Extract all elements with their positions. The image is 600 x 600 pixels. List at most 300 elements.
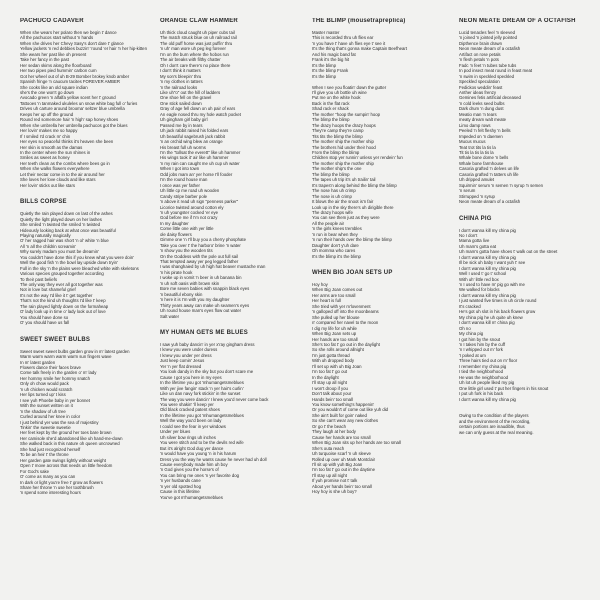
lyric-line: Whale bone dome 'n bells [459, 155, 509, 161]
lyric-line: The mother ship's the one [312, 166, 362, 172]
lyric-line: Yer 'n yer flat dressed [160, 363, 202, 369]
lyric-line: Tattooes 'n tanmaked ukuleles un snow white bag full o' furies [20, 100, 138, 106]
lyric-line: 'n my clothes in tatters [160, 79, 203, 85]
lyrics-column-3 [312, 18, 450, 495]
lyric-line: Mucus mucus [459, 139, 486, 145]
lyric-line: I don't wanna kill m' china pig [459, 320, 515, 326]
lyric-line: She had just recognized herself [20, 446, 81, 452]
lyric-line: Come talk freely in the garden o' m' lady [20, 370, 97, 376]
lyric-line: But it's alright God dug yer dance [160, 445, 224, 451]
lyric-line: Curled around her knee in color [20, 414, 81, 420]
lyric-line: Thirty years away can make uh seamen's eyes [160, 302, 250, 308]
lyric-line: Ill be sick uh baby I want yuh t' see [459, 260, 526, 266]
lyric-line: It's cracked [459, 303, 481, 309]
lyric-line: Look up in the sky there's uh dirigible there [312, 204, 394, 210]
lyric-line: n' compared her navel to the moon [312, 320, 379, 326]
lyric-line: One shoe fell on the gravel [160, 95, 212, 101]
lyric-line: 'n I used to have m' pig go with me [459, 282, 525, 288]
lyric-line: Why surely madam you must be dreamin' [20, 249, 99, 255]
lyric-line: O' you should have us fall [20, 320, 70, 326]
lyric-line: About yer hands bein' too small [312, 483, 372, 489]
lyric-line: You can bring me ones 'n yer favorite dog [160, 472, 240, 478]
lyric-line: Just keep comin' Jesus [160, 358, 205, 364]
lyric-line: Her skin is smooth as the damas [20, 144, 83, 150]
lyric-line: Odd jobs mam an' yer horse I'll fooder [160, 171, 233, 177]
lyric-line: Three hairs tied out on m' floor [459, 358, 518, 364]
lyric-line: Uh silver bow rings uh inches [160, 434, 216, 440]
lyric-line: 'I poked at um [459, 352, 486, 358]
lyric-line: Her camisole she'd abandoned like uh hand-me-down [20, 435, 123, 441]
lyric-line: Uh gingham girl baby girl [160, 117, 208, 123]
lyric-line: It's the blimp it's the blimp [312, 253, 361, 259]
lyric-line: To be an heir t' the throne [20, 452, 69, 458]
lyric-line: Various species grouped together according [20, 271, 104, 277]
lyric-line: My china pig [459, 331, 484, 337]
lyric-line: I'll set up with uh Big Joan [312, 363, 362, 369]
lyric-line: I'm too fat t' go out in the daytime [312, 467, 376, 473]
lyric-line: The nose is uh crimp [312, 193, 352, 199]
lyric-line: For God's sake [20, 468, 49, 474]
footnote-line: Owing to the condition of the players [459, 413, 529, 418]
lyric-line: Uh lot uh people liked my pig [459, 380, 515, 386]
lyric-line: 'n here it is I'm with you my daughter [160, 297, 230, 303]
section-gap [459, 205, 597, 216]
lyric-line: With yer jive fangin' stack 'n yer hair's curlin' [160, 385, 244, 391]
lyric-line: I saw yuh baby dancin' in yer x'ray gingham dress [160, 342, 255, 348]
lyric-line: Old black cracked patent shoes [160, 407, 220, 413]
lyric-line: 'n joined 'n jointed jelly pointed [459, 35, 518, 41]
lyric-line: Her heart is full [312, 298, 341, 304]
lyric-line: Her two pipes pied hummin' carbon cum [20, 68, 97, 74]
lyric-line: The mother "hoop the sumpin' hoop [312, 111, 381, 117]
lyric-line: Tit tis la tis la tis la [459, 149, 494, 155]
lyric-line: It blows the air the snoot is'n fair [312, 199, 374, 205]
lyric-line: It's the thing that's gonna make Captain Beefheart [312, 46, 408, 52]
lyric-line: We walked for blocks [459, 287, 500, 293]
lyric-line: Hands bein' too small [312, 396, 353, 402]
footnote-line: and the environment of the recording, [459, 418, 531, 424]
lyric-line: No I don't [459, 232, 478, 238]
lyric-line: It's not the way I'd like it t' get together [20, 292, 93, 298]
song-title: THE BLIMP (mousetrapreplica) [312, 18, 406, 24]
lyric-line: 'n flesh petals 'n pots [459, 57, 499, 63]
lyric-line: 'n spend some interesting hours [20, 490, 81, 496]
lyric-line: Hoy hoy [312, 282, 328, 288]
lyric-line: In dark or light you're free t' grow as flowers [20, 479, 103, 485]
lyric-line: I just behind yer was the sea of majestiny [20, 419, 99, 425]
lyric-line: I could see the fear in yer windows [160, 423, 226, 429]
lyric-line: The mother ship the mother ship [312, 160, 374, 166]
lyric-line: She cooks like an old square indian [20, 84, 88, 90]
lyric-line: In m' latest garden [20, 359, 56, 365]
lyric-line: I was shanghaied by uh high hat beaver mustache man [160, 264, 266, 270]
lyric-line: I'll give you uh bottle uh wine [312, 89, 367, 95]
song-title: CHINA PIG [459, 215, 492, 222]
lyric-line: Dipthence brain drawn [459, 40, 502, 46]
lyric-line: In the lifetime you got 'mhumangetsmeblues [160, 412, 244, 418]
lyric-line: The rain played lightly down on the formaheap [20, 303, 109, 309]
section-gap [459, 402, 597, 413]
lyric-line: She wears her past like oh present [20, 51, 87, 57]
lyric-line: 'n my rain can caught me uh cup uh water [160, 160, 240, 166]
lyric-line: she's the one won't go down [20, 89, 74, 95]
song-section [20, 199, 158, 326]
lyric-line: Dark drum 'n dung dust [459, 106, 504, 112]
lyric-line: The air breaks with filthy chatter [160, 57, 221, 63]
lyric-line: God before me if I'm not crazy [160, 215, 218, 221]
lyric-line: I remember my china pig [459, 363, 507, 369]
lyric-line: 'n run in bear when they [312, 231, 358, 237]
lyric-line: Well the good fish 'n the bowl lay upside down tryin' [20, 260, 118, 266]
lyric-line: Oh I don't care there's no place there [160, 62, 231, 68]
section-gap [20, 326, 158, 337]
song-section [20, 18, 158, 188]
lyric-line: Only oh chow would pack [20, 381, 69, 387]
lyric-line: Whale bone farmhouse [459, 160, 504, 166]
lyric-line: Uh turquoise scarf 'n uh sleeve [312, 451, 371, 457]
lyric-line: O' lady look up in time o' lady look out of love [20, 309, 106, 315]
lyric-line: Gimme one 'n I'll buy you a cherry phosphate [160, 237, 246, 243]
lyric-line: Her garden gate swings lightly without weight [20, 457, 106, 463]
lyric-line: 'n yer husbands cane [160, 478, 201, 484]
lyric-line: I knew you under yer dress [160, 352, 212, 358]
lyric-line: They're camp they're camp [312, 128, 364, 134]
lyric-line: The drazy hoops wife [312, 209, 353, 215]
song-title: WHEN BIG JOAN SETS UP [312, 270, 393, 277]
lyric-line: Hoy hoy is she uh boy? [312, 489, 357, 495]
lyric-line: Shad rack er shack [312, 106, 349, 112]
lyric-line: You've got m'humangetsmeblues [160, 494, 223, 500]
lyric-line: I won't droop if you [312, 385, 348, 391]
lyric-line: Uh dripped amulet [459, 177, 495, 183]
lyric-line: Uh beautiful sagebrush jack rabbit [160, 133, 225, 139]
lyric-line: Oh no [459, 325, 471, 331]
lyric-line: It's the blimp [312, 73, 336, 79]
lyric-line: You couldn't have done this if you knew what you were doin' [20, 254, 134, 260]
lyric-line: 'n the railroad looks [160, 84, 198, 90]
lyric-line: Children stop yer runnin' unless yer rendein' fun [312, 155, 403, 161]
lyric-line: One stick sailed down [160, 100, 202, 106]
lyric-line: Her hands are too small [312, 336, 358, 342]
lyric-line: Her arms are too small [312, 292, 356, 298]
lyric-line: 'n cold leeks seed bulbs [459, 100, 505, 106]
lyric-line: The way you were dancin' I knew you'd never come back [160, 396, 269, 402]
lyric-line: Her sedan skims along the floorboard [20, 62, 92, 68]
lyric-line: Cause I got you here in my eyes [160, 374, 222, 380]
lyric-line: Take her fancy in the past [20, 57, 69, 63]
lyric-line: My china pig he uh quite uh knew [459, 314, 523, 320]
lyric-line: 'n his pirate hook [160, 269, 193, 275]
lyric-line: 'n you have t' have uh flies eye t' see it [312, 40, 386, 46]
song-title: BILLS CORPSE [20, 199, 67, 206]
lyric-line: The old puff horse was just puffin' thru [160, 40, 233, 46]
lyric-line: All the people air [312, 220, 345, 226]
lyric-line: The match struck blue on uh railroad rail [160, 35, 237, 41]
lyric-line: With the sunset written on it [20, 403, 73, 409]
lyric-line: Uh jack rabbit raised his folded ears [160, 128, 229, 134]
lyric-line: Fadc 'n feet 'n tubes tube tubs [459, 62, 517, 68]
lyric-line: Spanish fringe 'n caucum tacites FOREVER AMBER [20, 79, 120, 85]
lyric-line: 'n uh soft oasis with brown skin [160, 280, 220, 286]
lyric-line: Quietly the light played down on her lashes [20, 216, 102, 222]
lyric-line: Share her throne 'n use her toothbrush [20, 484, 94, 490]
lyric-line: All the pachucos start without 'n hands [20, 35, 94, 41]
lyric-line: meaty dream walt meate [459, 117, 507, 123]
lyric-line: From the blimp the blimp [312, 149, 360, 155]
section-gap [20, 188, 158, 199]
lyric-line: Dress you the way he wants cause he never had uh doll [160, 456, 267, 462]
lyric-line: Uh mam's gotta eat [459, 243, 497, 249]
lyric-line: Frank it's the big hit [312, 57, 350, 63]
lyric-line: Lucid tenacles feel 'n sleeved [459, 30, 516, 35]
footnote [459, 413, 597, 435]
lyric-line: The mother ship the mother ship [312, 139, 374, 145]
lyric-line: Don't talk about your [312, 391, 352, 397]
lyrics-column-1 [20, 18, 158, 496]
lyric-line: She walked back in this nature oh queen uncrowned [20, 441, 120, 447]
lyric-line: In the lifetime you got 'mhumangetsmeblues [160, 380, 244, 386]
lyric-line: Playing naturally magically [20, 232, 71, 238]
lyric-line: When I got into town [160, 166, 200, 172]
lyric-line: When she umbrella her umbrella pachucos got the blues [20, 122, 128, 128]
lyric-line: Her lovin' makes me so happy [20, 128, 78, 134]
lyric-line: Uh round house man's eyes flow out water [160, 308, 242, 314]
lyric-line: I'll sit up with yuh Big Joan [312, 461, 363, 467]
lyric-line: Got her wheel out of uh B-29 Bomber brokey knob amber [20, 73, 130, 79]
lyric-line: Casoria grafted 'n delves un life [459, 166, 520, 172]
lyric-line: Uh thick cloud caught uh piper cubs tail [160, 30, 235, 35]
lyric-line: Cause in this lifetime [160, 489, 200, 495]
song-section [160, 18, 298, 319]
lyric-line: Gray of age fell down on uh pair of ears [160, 106, 236, 112]
lyric-line: 'n galloped off into the moonbeams [312, 309, 379, 315]
lyric-line: 'n would have you young 'n in his harum [160, 451, 237, 457]
lyric-line: Keeps her up off the ground [20, 111, 74, 117]
lyric-line: In the daylight [312, 374, 339, 380]
lyric-line: ole daisy flowers [160, 231, 192, 237]
lyric-line: 'n run their hands over the blimp the blimp [312, 237, 392, 243]
lyric-line: Squirmin' serum 'n semen 'n syrup 'n semen [459, 182, 544, 188]
lyric-line: I got him by the snout [459, 336, 501, 342]
lyric-line: He was the neighborhood [459, 374, 508, 380]
lyric-line: If I smiled I'd crack m' chin [20, 133, 71, 139]
song-title: MY HUMAN GETS ME BLUES [160, 330, 248, 337]
lyric-line: 'n serum [459, 188, 476, 194]
lyric-line: Open t' move across that needs un little freedom [20, 463, 113, 469]
lyric-line: Casoria grafted 'n tatters uh life [459, 171, 519, 177]
lyric-line: The only way they ever all got together was [20, 282, 103, 288]
lyric-line: 'n uh chicken would scratch [20, 386, 73, 392]
lyric-line: Oh momma who cares [312, 248, 356, 254]
lyric-line: Quietly the rain played down on last of the ashes [20, 211, 113, 217]
lyric-line: Like un dan navy fork stickin' in the sunset [160, 391, 241, 397]
section-gap [312, 259, 450, 270]
lyric-line: They laugh at her body [312, 429, 356, 435]
lyric-line: O' her ragged hair was short 'n ol' white 'n blue [20, 238, 109, 244]
song-title: NEON MEATE DREAM OF A OCTAFISH [459, 18, 576, 24]
lyric-line: Bore me seven babies with snappin black eyes [160, 286, 250, 292]
lyric-line: Neon meate dream of a octafish [459, 46, 521, 52]
lyric-line: O' come as many as you can [20, 474, 76, 480]
lyric-line: Cause everybody made him uh boy [160, 461, 228, 467]
lyric-line: She's outa reach [312, 445, 345, 451]
lyric-line: You look dandy in the sky but you don't scare me [160, 369, 254, 375]
lyric-line: The drazy hoops the drazy hoops [312, 122, 376, 128]
lyric-line: She pulled up her blouse [312, 314, 360, 320]
lyric-line: Not in love but shameful grief [20, 287, 76, 293]
lyric-line: The blimp the blimp [312, 117, 350, 123]
lyric-line: I'm just gotta thread [312, 352, 350, 358]
lyric-line: Cause her hands are too small [312, 434, 371, 440]
lyric-line: Anther ideas frenzy [459, 89, 497, 95]
lyric-line: In pod insect meat round in feast meat [459, 68, 533, 74]
lyric-line: I'll stay up all night [312, 472, 347, 478]
lyric-line: I don't wanna kill my china pig [459, 254, 516, 260]
lyric-line: Fedickos weddin' feast [459, 84, 503, 90]
lyric-line: When she drives her Chevy Sasy's don't dare t' glance [20, 40, 124, 46]
lyric-line: I'm the "tollsat the everett" like uh hammer [160, 149, 241, 155]
lyric-line: So she can't wear any new clothes [312, 418, 379, 424]
lyric-line: That's not the kind uh thoughts I'd like t' keep [20, 298, 106, 304]
lyric-line: Take you over t' the harboro' brine 'n water [160, 242, 241, 248]
lyric-line: Warm warm warm warm warm sun fingers wave [20, 354, 112, 360]
lyric-line: I tied the neighborhood [459, 369, 503, 375]
lyric-line: Round red somemore hair 'n high' sap honey shoes [20, 117, 119, 123]
lyric-line: Daughter don't y'uh dare [312, 242, 359, 248]
lyric-line: Artifact on rose petals [459, 51, 501, 57]
lyric-line: 'n show you the wooden tits [160, 248, 213, 254]
lyric-line: When she walks flowers everywhere [20, 166, 90, 172]
lyric-line: I'll stay up all night [312, 380, 347, 386]
lyric-line: Neon meate dream of a octafish [459, 199, 521, 205]
lyric-line: She loves her love clouds and like stars [20, 177, 96, 183]
lyric-line: Smiles as sweet as honey [20, 155, 70, 161]
lyric-line: His breast full uh worms [160, 144, 206, 150]
lyric-line: 'n I takes him by the cuff [459, 342, 506, 348]
lyric-line: Her lovin' sticks out like stars [20, 182, 76, 188]
lyric-line: My son's bleepin' thru [160, 73, 202, 79]
lyrics-column-2 [160, 18, 298, 500]
lyric-line: Her eyes so peaceful thinks it's heaven she been [20, 139, 114, 145]
lyric-line: I don't wanna kill my china pig [459, 292, 516, 298]
lyric-line: The tapes uh trip it's uh trailin' tail [312, 177, 376, 183]
lyric-line: I just wanted five times in uh circle round [459, 298, 537, 304]
lyric-line: When she wears her polaro then we begin t' dance [20, 30, 117, 35]
lyric-line: She ain't built for goin' naked [312, 412, 367, 418]
lyric-line: The brothers hid under their hood [312, 144, 376, 150]
lyric-line: 'n the girls knees trembles [312, 226, 362, 232]
lyric-line: That tempted away yer peg legged father [160, 259, 239, 265]
lyric-line: You should have done so [20, 314, 69, 320]
lyric-line: Uh little cp me road uh wooden [160, 188, 220, 194]
footnote-line: certain portions are inaudible, thus [459, 424, 525, 430]
lyric-line: In my daughter [160, 220, 189, 226]
song-title: PACHUCO CADAVER [20, 18, 84, 24]
lyric-line: I put uh fork in his back [459, 391, 504, 397]
lyric-line: Flowers dance their faces brave [20, 365, 81, 371]
lyric-line: Rolled up over uh Mark Montclair [312, 456, 376, 462]
lyric-line: 'n God gives you the horse's of [160, 467, 219, 473]
lyric-line: One little girl used t' put her fingers in his snout [459, 385, 549, 391]
lyric-line: She tried with yer m'lovenment [312, 303, 371, 309]
lyric-line: I dig my life for uh while [312, 325, 357, 331]
lyric-line: Meatio man 'n tears [459, 111, 497, 117]
lyric-line: 'n an orchid wing blew an orange [160, 139, 223, 145]
lyric-line: And his magic band fat [312, 51, 356, 57]
lyric-line: I don't wanna kill my china pig [459, 227, 516, 233]
lyric-line: I'm the round house man [160, 177, 208, 183]
lyric-line: Peeled 'n felt fleshy 'n bells [459, 128, 511, 134]
lyric-line: Drives uh carture around brooma' seltzer blue umbrella [20, 106, 125, 112]
lyric-line: 'n uh youngster cocked 'er eye [160, 209, 219, 215]
lyric-line: Her hommy smile her hommy snatch [20, 375, 90, 381]
lyric-line: Let their nectar come in to the air around her [20, 171, 105, 177]
lyric-line: You know something's happenin' [312, 402, 375, 407]
lyric-line: On the Goddess with the pole out full sail [160, 253, 239, 259]
song-section [20, 337, 158, 496]
lyric-line: Mama gotta live [459, 238, 490, 244]
song-title: ORANGE CLAW HAMMER [160, 18, 238, 24]
lyric-line: Or you wouldn't of come out like yuh did [312, 407, 389, 413]
lyric-line: Full in the sky 'n the plains were bleached white with skeletons [20, 265, 139, 271]
lyric-line: I'm too fat t' go out [312, 369, 348, 375]
lyric-line: Stirrupped 'n syrup [459, 193, 495, 199]
footnote-line: we can only guess at the real meaning. [459, 429, 534, 435]
lyric-line: Hideously looking back at what once was beautiful [20, 227, 116, 233]
lyric-line: Her feet kept by the ground her toes bare brown [20, 430, 112, 436]
song-section [459, 18, 597, 205]
lyric-line: 'n uh' man wore uh peg leg forever [160, 46, 226, 52]
lyric-line: Tinkin' the sweetie sweetie [20, 425, 71, 430]
lyric-line: He's got uh slot in his back flowers grow [459, 309, 536, 315]
lyric-line: Or go t' the beach [312, 423, 347, 429]
lyric-line: It's the blimp [312, 62, 336, 68]
lyric-line: When I see you floatin' down the gutter [312, 84, 387, 90]
lyric-line: I see yuh Phoebe baby in yer bonnet [20, 397, 90, 403]
lyric-line: I don't wanna kill my china pig [459, 265, 516, 271]
lyric-line: Teat trot tits la tis la [459, 144, 496, 150]
lyric-line: With uh dropped body [312, 358, 355, 364]
lyric-line: 'n swim in speckled speckled [459, 73, 515, 79]
lyric-line: His wings took it' air like uh hammer [160, 155, 229, 161]
lyric-line: I don't think it matters [160, 68, 201, 74]
lyric-line: Sweet sweet sweet bulbs garden grow in m' latest garden [20, 348, 130, 354]
lyric-line: Under yer blues [160, 429, 191, 435]
lyric-line: Come little one with yer little [160, 226, 214, 232]
lyric-line: I woke up in vomit 'n beer in uh banana bin [160, 275, 242, 281]
lyric-line: To their past beliefs [20, 276, 58, 282]
lyric-line: She smiled 'n twisted the smiled 'n twisted [20, 222, 100, 228]
lyric-line: I'm on the burn where the hobos run [160, 51, 229, 57]
lyric-line: This is recorded thru uh flies ear [312, 35, 374, 41]
lyric-line: 'n yer old spotted hog [160, 483, 201, 489]
song-section [160, 330, 298, 500]
song-section [459, 216, 597, 403]
lyric-line: Limo damp rows [459, 122, 491, 128]
lyric-line: With uh' little red box [459, 276, 499, 282]
lyric-line: 'n beautiful ebony skin [160, 291, 203, 297]
lyric-line: Impeded on 'n daemen [459, 133, 503, 139]
lyric-line: Licorice twisted around cotton ely [160, 204, 224, 210]
lyric-line: I knew you were under duress [160, 347, 218, 353]
lyric-line: The blimp the blimp [312, 171, 350, 177]
lyric-line: Salt water [160, 313, 180, 319]
lyric-line: I once was yer father [160, 182, 200, 188]
lyric-line: You were shakin' 'll keep yer [160, 402, 214, 407]
lyrics-column-4 [459, 18, 597, 435]
lyric-line: Back in the flat rack [312, 100, 350, 106]
lyric-line: 'n the shadow of uh tree [20, 408, 66, 414]
